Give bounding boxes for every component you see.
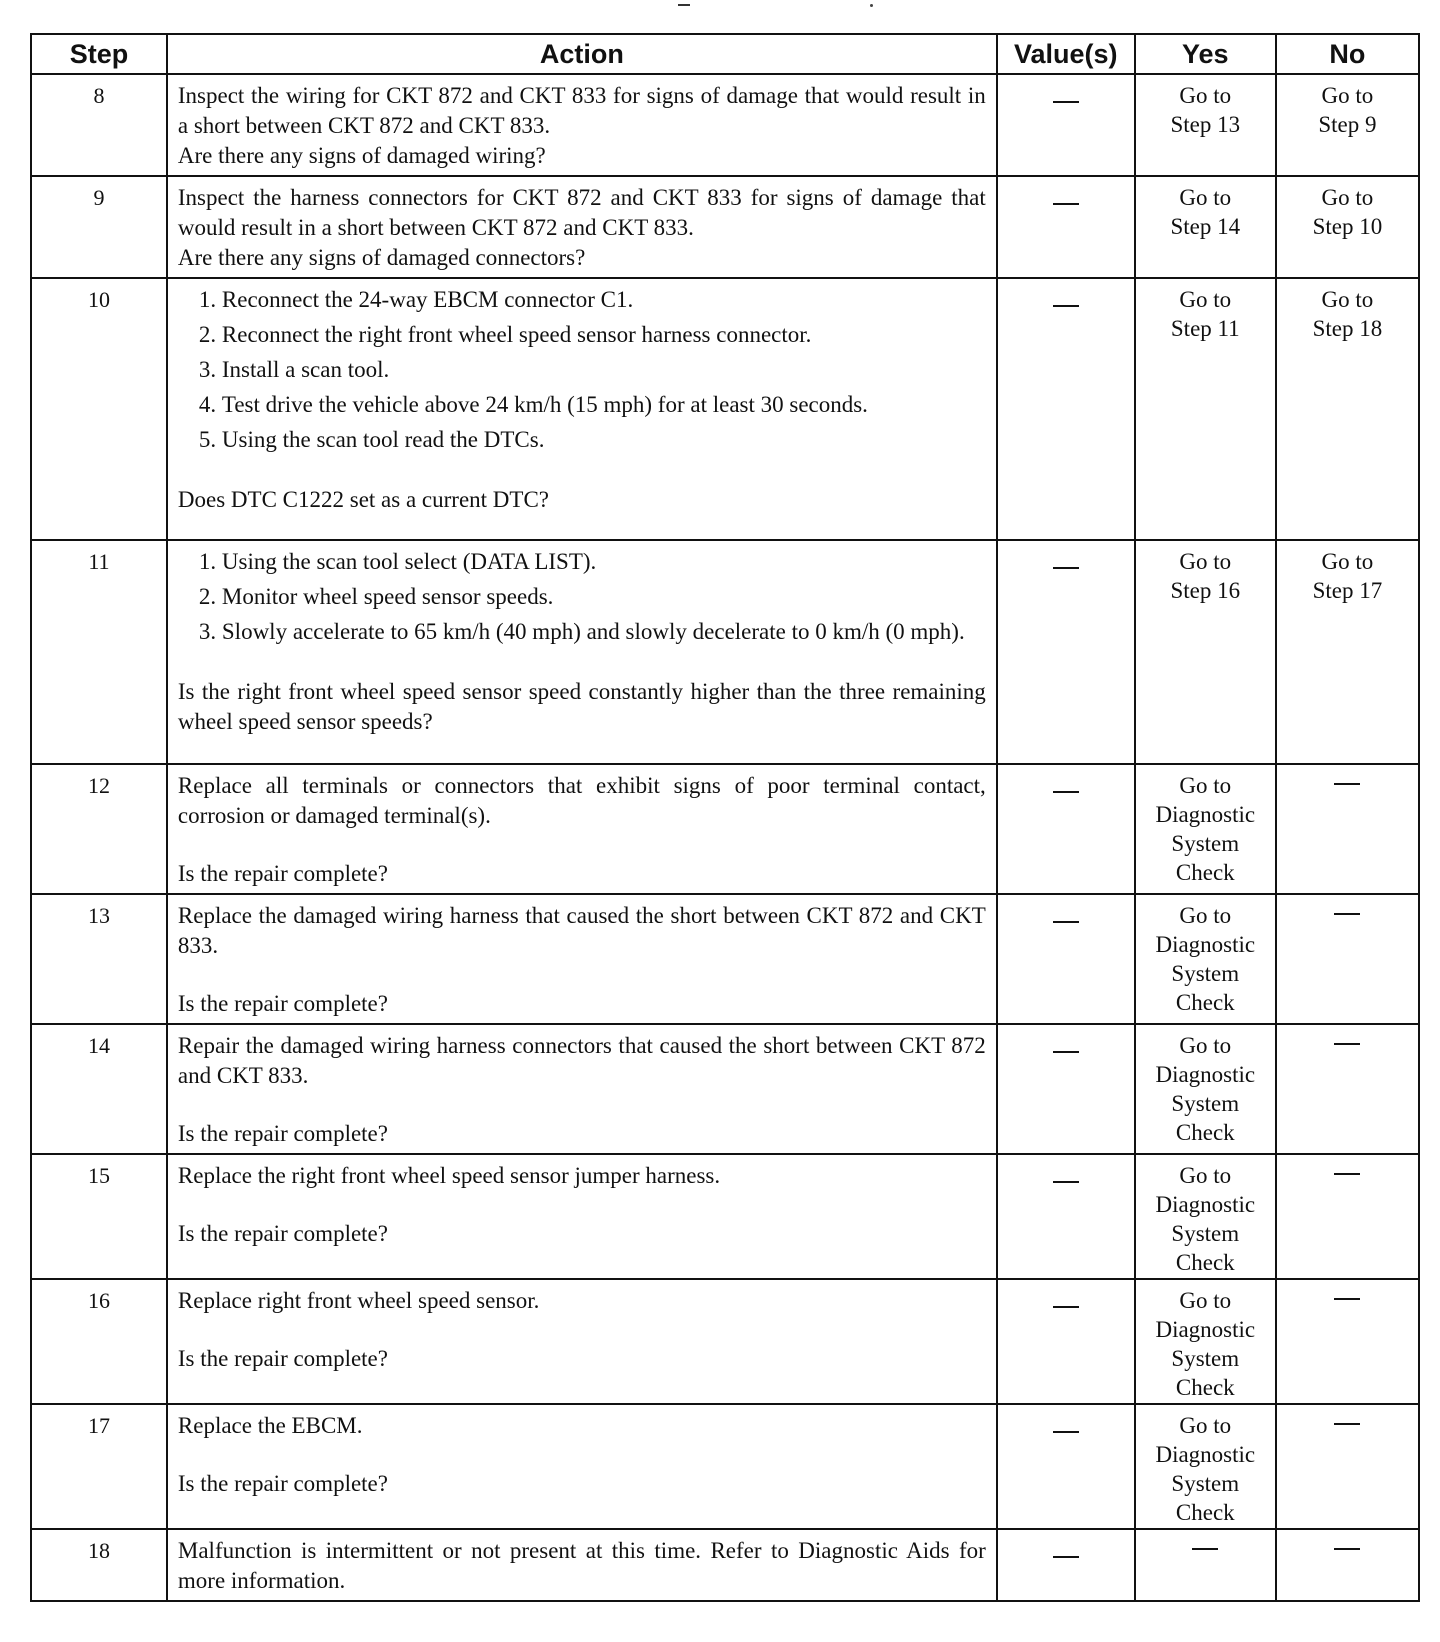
cell-action: [167, 1404, 997, 1529]
cell-step: 15: [31, 1154, 167, 1279]
cell-yes: [1135, 1404, 1276, 1529]
cell-yes: [1135, 1154, 1276, 1279]
cell-yes: [1135, 1529, 1276, 1601]
scan-dot: [870, 4, 873, 7]
yes-line: Go to: [1179, 287, 1232, 312]
value-dash: [1053, 1431, 1079, 1433]
cell-yes: [1135, 176, 1276, 278]
cell-action: [167, 894, 997, 1024]
value-dash: [1053, 921, 1079, 923]
cell-no: [1276, 1404, 1419, 1529]
yes-line: Diagnostic: [1155, 1062, 1256, 1087]
table-row: [31, 1154, 1419, 1279]
action-question: Is the repair complete?: [177, 1471, 388, 1496]
no-dash: [1334, 1173, 1360, 1175]
action-text: Replace the right front wheel speed sensor jumper harness.: [177, 1163, 721, 1188]
action-steps: [178, 285, 986, 455]
yes-line: System: [1171, 1471, 1240, 1496]
action-text: Inspect the wiring for CKT 872 and CKT 833 for signs of damage that would result in a short between CKT 872 and CKT 833.: [177, 83, 986, 138]
cell-no: [1276, 1529, 1419, 1601]
cell-yes: [1135, 894, 1276, 1024]
cell-action: [167, 540, 997, 764]
yes-line: Go to: [1179, 1288, 1232, 1313]
cell-yes: [1135, 278, 1276, 540]
action-question: Is the repair complete?: [177, 861, 388, 886]
cell-no: [1276, 176, 1419, 278]
header-row: [31, 34, 1419, 74]
table-row: [31, 1529, 1419, 1601]
action-text: Replace the damaged wiring harness that caused the short between CKT 872 and CKT 833.: [177, 903, 986, 958]
action-step-item: 4. Test drive the vehicle above 24 km/h (15 mph) for at least 30 seconds.: [222, 390, 986, 420]
table-row: [31, 74, 1419, 176]
cell-action: [167, 74, 997, 176]
action-text: Repair the damaged wiring harness connectors that caused the short between CKT 872 and CKT 833.: [177, 1033, 986, 1088]
no-line: Go to: [1321, 185, 1374, 210]
cell-action: [167, 278, 997, 540]
action-question: Is the repair complete?: [177, 1346, 388, 1371]
action-text: Replace the EBCM.: [177, 1413, 363, 1438]
yes-line: Go to: [1179, 1033, 1232, 1058]
yes-line: Check: [1175, 1120, 1235, 1145]
cell-values: [997, 1404, 1135, 1529]
yes-line: Go to: [1179, 1163, 1232, 1188]
yes-line: Diagnostic: [1155, 932, 1256, 957]
yes-line: Go to: [1179, 549, 1232, 574]
yes-line: System: [1171, 1221, 1240, 1246]
value-dash: [1053, 567, 1079, 569]
header-action: Action: [167, 34, 997, 74]
value-dash: [1053, 203, 1079, 205]
yes-line: Step 11: [1170, 316, 1240, 341]
yes-line: System: [1171, 831, 1240, 856]
yes-line: Diagnostic: [1155, 802, 1256, 827]
cell-action: [167, 1279, 997, 1404]
no-line: Go to: [1321, 287, 1374, 312]
action-step-item: 5. Using the scan tool read the DTCs.: [222, 425, 986, 455]
action-question: Does DTC C1222 set as a current DTC?: [177, 487, 550, 512]
diagnostic-table: [30, 33, 1420, 1602]
action-step-item: 2. Monitor wheel speed sensor speeds.: [222, 582, 986, 612]
no-dash: [1334, 1548, 1360, 1550]
yes-line: Check: [1175, 860, 1235, 885]
cell-values: [997, 1154, 1135, 1279]
yes-line: Step 16: [1170, 578, 1241, 603]
cell-values: [997, 74, 1135, 176]
cell-yes: [1135, 540, 1276, 764]
action-text: Malfunction is intermittent or not present at this time. Refer to Diagnostic Aids for more information.: [177, 1538, 986, 1593]
table-row: [31, 1024, 1419, 1154]
action-text: Inspect the harness connectors for CKT 872 and CKT 833 for signs of damage that would result in a short between CKT 872 and CKT 833.: [177, 185, 986, 240]
no-line: Step 17: [1312, 578, 1383, 603]
table-row: [31, 176, 1419, 278]
cell-no: [1276, 1024, 1419, 1154]
table-body: [31, 74, 1419, 1601]
no-line: Step 10: [1312, 214, 1383, 239]
yes-line: System: [1171, 961, 1240, 986]
cell-action: [167, 1529, 997, 1601]
action-step-item: 1. Using the scan tool select (DATA LIST).: [222, 547, 986, 577]
yes-line: Check: [1175, 1500, 1235, 1525]
cell-values: [997, 540, 1135, 764]
value-dash: [1053, 1556, 1079, 1558]
action-step-item: 3. Slowly accelerate to 65 km/h (40 mph) and slowly decelerate to 0 km/h (0 mph).: [222, 617, 986, 647]
yes-line: System: [1171, 1091, 1240, 1116]
value-dash: [1053, 1181, 1079, 1183]
cell-step: 12: [31, 764, 167, 894]
table-row: [31, 278, 1419, 540]
cell-action: [167, 176, 997, 278]
cell-no: [1276, 1279, 1419, 1404]
cell-no: [1276, 540, 1419, 764]
table-row: [31, 1404, 1419, 1529]
cell-no: [1276, 894, 1419, 1024]
cell-values: [997, 1529, 1135, 1601]
no-dash: [1334, 913, 1360, 915]
yes-line: System: [1171, 1346, 1240, 1371]
cell-step: 13: [31, 894, 167, 1024]
yes-line: Go to: [1179, 185, 1232, 210]
cell-step: 16: [31, 1279, 167, 1404]
yes-line: Diagnostic: [1155, 1192, 1256, 1217]
yes-line: Check: [1175, 1375, 1235, 1400]
no-line: Go to: [1321, 83, 1374, 108]
action-text: Replace right front wheel speed sensor.: [177, 1288, 540, 1313]
yes-line: Diagnostic: [1155, 1317, 1256, 1342]
cell-values: [997, 176, 1135, 278]
cell-values: [997, 894, 1135, 1024]
yes-line: Go to: [1179, 1413, 1232, 1438]
no-line: Step 18: [1312, 316, 1383, 341]
header-values: Value(s): [997, 34, 1135, 74]
header-step: Step: [31, 34, 167, 74]
value-dash: [1053, 1306, 1079, 1308]
action-step-item: 3. Install a scan tool.: [222, 355, 986, 385]
header-no: No: [1276, 34, 1419, 74]
table-row: [31, 764, 1419, 894]
cell-action: [167, 764, 997, 894]
cell-no: [1276, 278, 1419, 540]
cell-no: [1276, 1154, 1419, 1279]
value-dash: [1053, 791, 1079, 793]
cell-values: [997, 278, 1135, 540]
action-question: Is the repair complete?: [177, 1121, 388, 1146]
cell-step: 18: [31, 1529, 167, 1601]
cell-yes: [1135, 74, 1276, 176]
action-step-item: 2. Reconnect the right front wheel speed sensor harness connector.: [222, 320, 986, 350]
action-steps: [178, 547, 986, 647]
cell-values: [997, 1279, 1135, 1404]
cell-step: 17: [31, 1404, 167, 1529]
value-dash: [1053, 1051, 1079, 1053]
cell-yes: [1135, 1024, 1276, 1154]
no-line: Step 9: [1318, 112, 1377, 137]
table-row: [31, 894, 1419, 1024]
value-dash: [1053, 305, 1079, 307]
cell-step: 14: [31, 1024, 167, 1154]
yes-line: Go to: [1179, 83, 1232, 108]
cell-step: 11: [31, 540, 167, 764]
action-question: Are there any signs of damaged connectors?: [177, 245, 586, 270]
no-dash: [1334, 783, 1360, 785]
action-step-item: 1. Reconnect the 24-way EBCM connector C1.: [222, 285, 986, 315]
yes-line: Check: [1175, 990, 1235, 1015]
cell-values: [997, 1024, 1135, 1154]
cell-step: 8: [31, 74, 167, 176]
cell-no: [1276, 74, 1419, 176]
yes-line: Diagnostic: [1155, 1442, 1256, 1467]
cell-step: 10: [31, 278, 167, 540]
no-dash: [1334, 1298, 1360, 1300]
table-row: [31, 540, 1419, 764]
cell-no: [1276, 764, 1419, 894]
scan-mark: [678, 4, 690, 6]
cell-step: 9: [31, 176, 167, 278]
action-text: Replace all terminals or connectors that exhibit signs of poor terminal contact, corrosion or damaged terminal(s).: [177, 773, 986, 828]
action-question: Is the repair complete?: [177, 1221, 388, 1246]
no-dash: [1334, 1043, 1360, 1045]
header-yes: Yes: [1135, 34, 1276, 74]
cell-yes: [1135, 764, 1276, 894]
yes-line: Go to: [1179, 773, 1232, 798]
cell-values: [997, 764, 1135, 894]
action-question: Is the right front wheel speed sensor speed constantly higher than the three remaining wheel speed sensor speeds?: [177, 679, 986, 734]
yes-line: Check: [1175, 1250, 1235, 1275]
cell-action: [167, 1154, 997, 1279]
yes-line: Step 14: [1170, 214, 1241, 239]
no-dash: [1334, 1423, 1360, 1425]
action-question: Are there any signs of damaged wiring?: [177, 143, 546, 168]
cell-action: [167, 1024, 997, 1154]
yes-dash: [1192, 1548, 1218, 1550]
table-row: [31, 1279, 1419, 1404]
cell-yes: [1135, 1279, 1276, 1404]
action-question: Is the repair complete?: [177, 991, 388, 1016]
yes-line: Go to: [1179, 903, 1232, 928]
yes-line: Step 13: [1170, 112, 1241, 137]
value-dash: [1053, 101, 1079, 103]
no-line: Go to: [1321, 549, 1374, 574]
